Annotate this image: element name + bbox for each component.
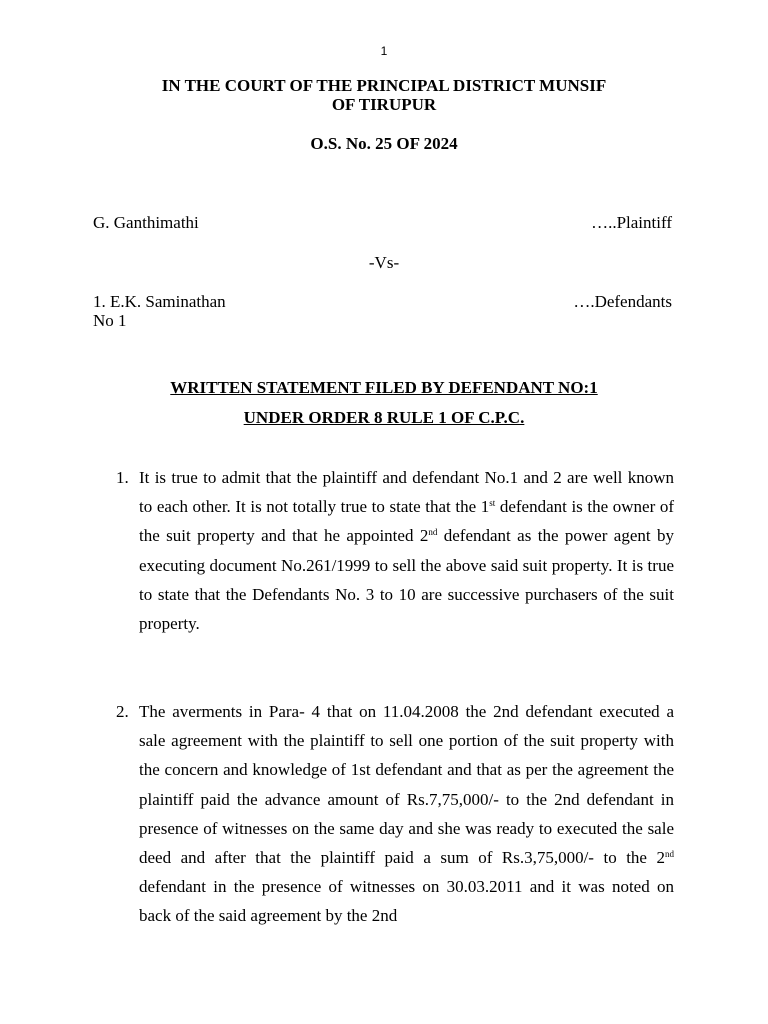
plaintiff-row — [93, 213, 672, 232]
paragraph-number: 2. — [116, 702, 129, 721]
court-title-line2: OF TIRUPUR — [331, 95, 437, 114]
paragraph-2 — [116, 697, 674, 931]
document-heading-line1: WRITTEN STATEMENT FILED BY DEFENDANT NO:1 — [170, 378, 598, 397]
paragraph-number: 1. — [116, 468, 129, 487]
versus-label: -Vs- — [368, 253, 400, 272]
defendant-row — [93, 292, 672, 330]
plaintiff-name: G. Ganthimathi — [93, 213, 199, 232]
court-title — [0, 76, 768, 114]
superscript: nd — [428, 527, 438, 538]
paragraph-text: It is true to admit that the plaintiff and defendant No.1 and 2 are well known to each other. It is not totally true to state that the 1st defendant is the owner of the suit property and that he appointed 2nd defendant as the power agent by executing document No.261/1999 to sell the above said suit property. It is true to state that the Defendants No. 3 to 10 are successive purchasers of the suit property. — [139, 468, 674, 634]
defendant-role: ….Defendants — [573, 292, 672, 311]
document-heading-line2: UNDER ORDER 8 RULE 1 OF C.P.C. — [243, 408, 525, 427]
plaintiff-role: …..Plaintiff — [591, 213, 672, 232]
defendant-name: 1. E.K. Saminathan — [93, 292, 226, 311]
page-number: 1 — [380, 44, 388, 58]
superscript: nd — [665, 849, 674, 860]
case-number: O.S. No. 25 OF 2024 — [310, 134, 458, 153]
defendant-number: No 1 — [93, 311, 127, 330]
paragraph-1 — [116, 463, 674, 638]
superscript: st — [489, 498, 496, 509]
court-title-line1: IN THE COURT OF THE PRINCIPAL DISTRICT MUNSIF — [161, 76, 607, 95]
paragraph-text: The averments in Para- 4 that on 11.04.2008 the 2nd defendant executed a sale agreement with the plaintiff to sell one portion of the suit property with the concern and knowledge of 1st defendant and that as per the agreement the plaintiff paid the advance amount of Rs.7,75,000/- to the 2nd defendant in presence of witnesses on the same day and she was ready to executed the sale deed and after that the plaintiff paid a sum of Rs.3,75,000/- to the 2nd defendant in the presence of witnesses on 30.03.2011 and it was noted on back of the said agreement by the 2nd — [139, 702, 674, 926]
